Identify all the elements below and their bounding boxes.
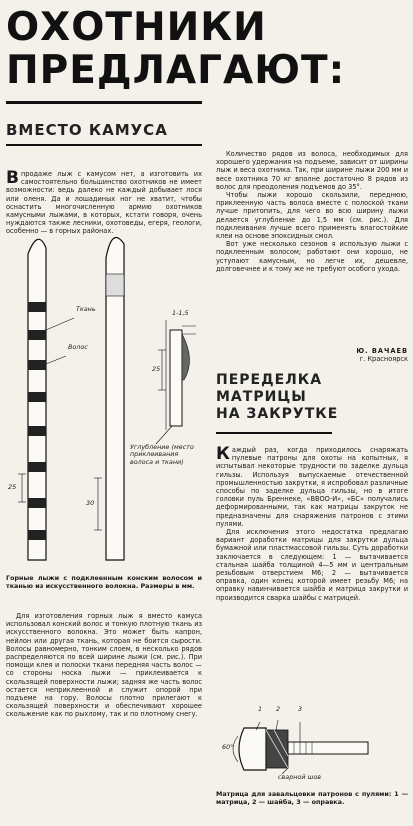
article-1-title: ВМЕСТО КАМУСА	[6, 121, 168, 139]
matrix-label-angle: 60°	[222, 743, 234, 751]
ski-figure	[6, 230, 202, 570]
article-1-para-bottom: Для изготовления горных лыж я вместо камуса использовал конский волос и тонкую плотную ткань из искусственного волокна. Это может быть капрон, нейлон или другая ткань, которая не боится сырости. Волосы равномерно, тонким слоем, в несколько рядов распределяются по всей ширине лыжи (см. рис.). При помощи клея и полоски ткани передняя часть волос — со стороны носка лыжи — приклеивается к скользящей поверхности лыжи; задняя же часть волос остается неприклеенной и служит опорой при подъеме на гору. Волосы плотно прилегают к скользящей поверхности и обеспечивают хорошее скольжение как по рыхлому, так и по плотному снегу.	[6, 612, 202, 719]
author-place: г. Красноярск	[359, 355, 408, 364]
matrix-figure	[222, 700, 408, 786]
label-recess: Углубление (место приклеивания волоса и ткани)	[130, 443, 194, 466]
author-name: Ю. ВАЧАЕВ	[356, 347, 408, 355]
matrix-label-2: 2	[276, 705, 281, 713]
article-1-para-right-3: Вот уже несколько сезонов я использую лыжи с подклеенным волосом; работают они хорошо, не уступают камусным, но легче их, дешевле, долговечнее и к тому же не требуют особого ухода.	[216, 240, 408, 273]
article-2-para-2: Для исключения этого недостатка предлагаю вариант доработки матрицы для закрутки дульца бумажной или пластмассовой гильзы. Суть доработки заключается в следующем: 1 — вытачивается стальная шайба толщиной 4—5 мм и центральным резьбовым отверстием М6; 2 — вытачивается оправка, один конец которой имеет резьбу М6; на оправку навинчивается шайба и матрица закрутки и производится сварка шайбы с матрицей.	[216, 528, 408, 602]
article-2-title-line-3: НА ЗАКРУТКЕ	[216, 406, 339, 422]
headline-line-2: ПРЕДЛАГАЮТ:	[6, 48, 346, 93]
article-2-para-1: аждый раз, когда приходилось снаряжать пулевые патроны для охоты на копытных, я испытывал некоторые трудности по заделке дульца гильзы. Используя выпускаемые отечественной промышленностью закрутки, я испробовал различные способы по заделке дульца гильзы, но в итоге головки пуль Бреннеке, «ВВОО-И», «БС» получались деформированными, так как матрицы закруток не предназначены для снаряжения патронов с этими пулями.	[216, 446, 408, 528]
matrix-label-3: 3	[298, 705, 303, 713]
label-dim-30: 30	[86, 499, 95, 507]
article-1-title-rule	[6, 144, 202, 146]
headline-line-1: ОХОТНИКИ	[6, 5, 267, 50]
matrix-figure-caption: Матрица для завальцовки патронов с пулями: 1 — матрица, 2 — шайба, 3 — оправка.	[216, 790, 408, 806]
article-2-title-line-2: МАТРИЦЫ	[216, 389, 307, 405]
article-2-title	[216, 372, 406, 423]
article-1-body-right	[216, 150, 408, 273]
matrix-label-weld: сварной шов	[278, 773, 322, 781]
ski-figure-caption: Горные лыжи с подклеенным конским волосом и тканью из искусственного волокна. Размеры в мм.	[6, 574, 202, 590]
label-dim-25-detail: 25	[152, 365, 161, 373]
article-2-body	[216, 446, 408, 602]
label-fabric: Ткань	[76, 305, 96, 313]
headline-rule	[6, 101, 202, 104]
page-headline	[6, 6, 406, 92]
article-1-para-right-1: Количество рядов из волоса, необходимых для хорошего удержания на подъеме, зависит от ширины лыж и веса охотника. Так, при ширине лыжи 200 мм и весе охотника 70 кг вполне достаточно 8 рядов из волос для преодоления подъемов до 35°.	[216, 150, 408, 191]
article-2-dropcap: К	[216, 444, 230, 464]
article-1-body-left	[6, 612, 202, 719]
ski-drawing	[6, 230, 202, 570]
article-1-signature	[216, 347, 408, 364]
article-2-title-rule	[216, 432, 332, 434]
matrix-label-1: 1	[258, 705, 263, 713]
article-1-intro	[6, 170, 202, 236]
article-1-dropcap: В	[6, 168, 19, 188]
label-depth: 1-1,5	[172, 309, 189, 317]
article-2-title-line-1: ПЕРЕДЕЛКА	[216, 372, 323, 388]
article-1-para-right-2: Чтобы лыжи хорошо скользили, переднюю, приклеенную часть волоса вместе с полоской ткани лучше притопить, для чего во всю ширину лыжи делается углубление до 1,5 мм (см. рис.). Для подклеивания лучше всего применять влагостойкие клеи на основе эпоксидных смол.	[216, 191, 408, 241]
article-1-intro-text: продаже лыж с камусом нет, а изготовить их самостоятельно большинство охотников не имеет возможности: ведь далеко не каждый добывает лося или оленя. Да и лошадиных ног не хватит, чтобы оснастить многочисленную армию охотников камусными лыжами, в которых, кстати говоря, очень нуждаются также лесники, охотоведы, егеря, геологи, особенно — в горных районах.	[6, 170, 202, 236]
label-dim-25-ski: 25	[8, 483, 17, 491]
cross-section-detail	[156, 320, 196, 444]
label-hair: Волос	[68, 343, 88, 351]
